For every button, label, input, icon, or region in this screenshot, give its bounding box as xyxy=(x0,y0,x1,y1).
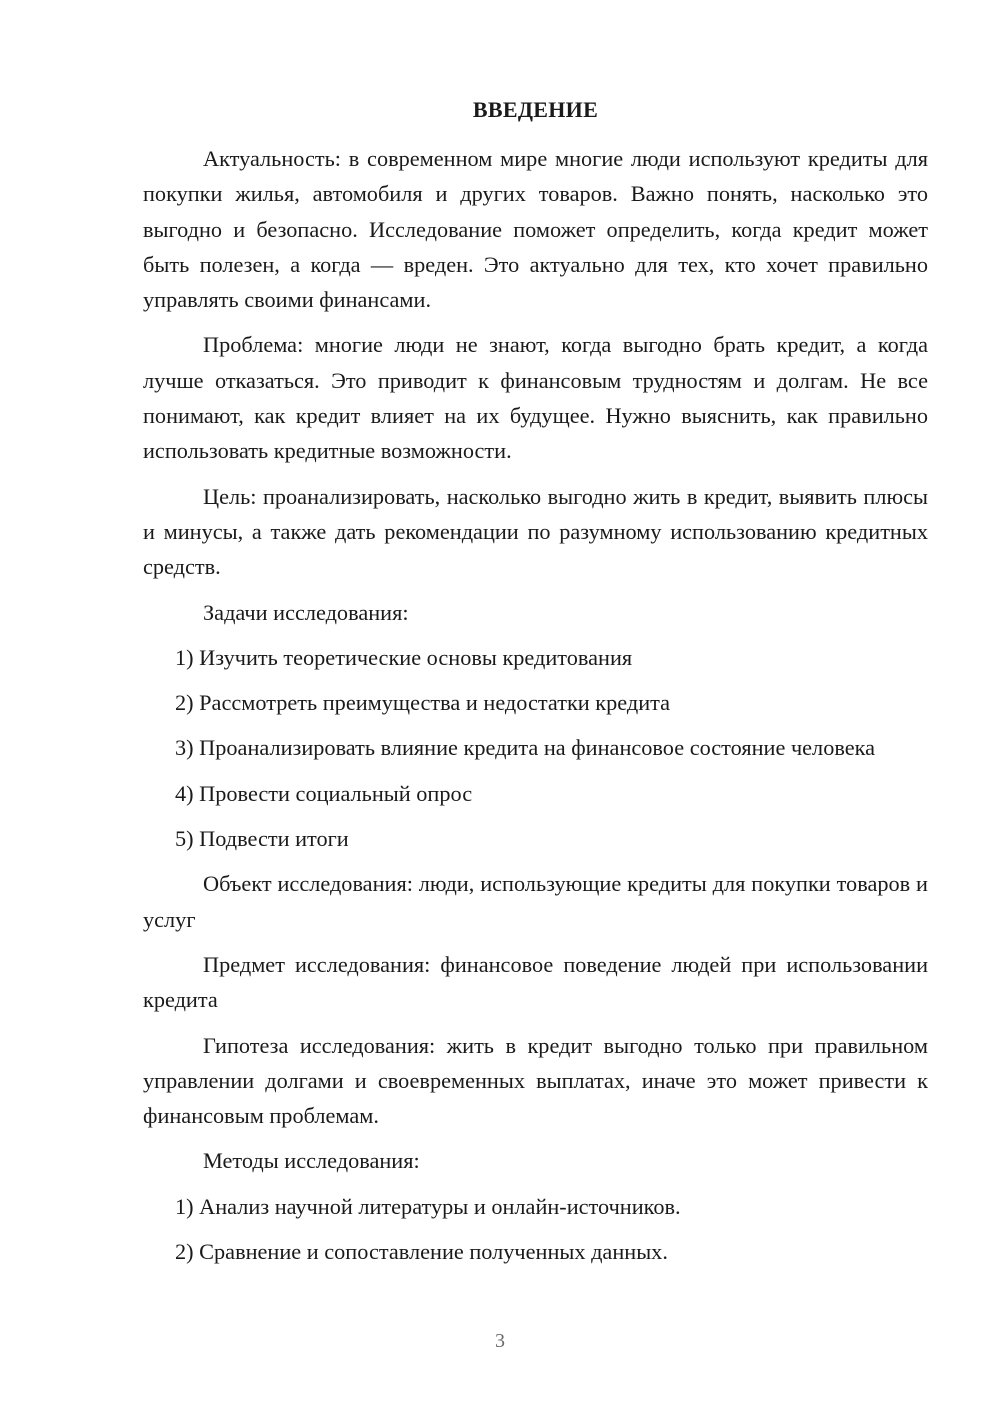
method-item: 2) Сравнение и сопоставление полученных данных. xyxy=(175,1239,668,1265)
task-item: 5) Подвести итоги xyxy=(175,826,349,852)
tasks-heading: Задачи исследования: xyxy=(203,599,409,625)
task-item: 3) Проанализировать влияние кредита на финансовое состояние человека xyxy=(175,735,876,761)
subject-paragraph: Предмет исследования: финансовое поведение людей при использовании кредита xyxy=(143,951,928,1013)
page-content xyxy=(143,96,928,1279)
goal-paragraph: Цель: проанализировать, насколько выгодно жить в кредит, выявить плюсы и минусы, а также дать рекомендации по разумному использованию кредитных средств. xyxy=(143,483,928,580)
method-item: 1) Анализ научной литературы и онлайн-источников. xyxy=(175,1193,681,1219)
page-number: 3 xyxy=(495,1330,505,1352)
object-paragraph: Объект исследования: люди, использующие кредиты для покупки товаров и услуг xyxy=(143,871,928,932)
problem-paragraph: Проблема: многие люди не знают, когда выгодно брать кредит, а когда лучше отказаться. Это приводит к финансовым трудностям и долгам. Не все понимают, как кредит влияет на их будущее. Нужно выяснить, как правильно использовать кредитные возможности. xyxy=(143,332,928,464)
section-title: ВВЕДЕНИЕ xyxy=(472,97,599,122)
methods-heading: Методы исследования: xyxy=(203,1148,420,1174)
hypothesis-paragraph: Гипотеза исследования: жить в кредит выгодно только при правильном управлении долгами и своевременных выплатах, иначе это может привести к финансовым проблемам. xyxy=(143,1032,928,1129)
relevance-paragraph: Актуальность: в современном мире многие люди используют кредиты для покупки жилья, автомобиля и других товаров. Важно понять, насколько это выгодно и безопасно. Исследование поможет определить, когда кредит может быть полезен, а когда — вреден. Это актуально для тех, кто хочет правильно управлять своими финансами. xyxy=(143,146,928,313)
task-item: 2) Рассмотреть преимущества и недостатки кредита xyxy=(175,690,671,716)
task-item: 4) Провести социальный опрос xyxy=(175,780,473,806)
task-item: 1) Изучить теоретические основы кредитования xyxy=(175,644,633,670)
